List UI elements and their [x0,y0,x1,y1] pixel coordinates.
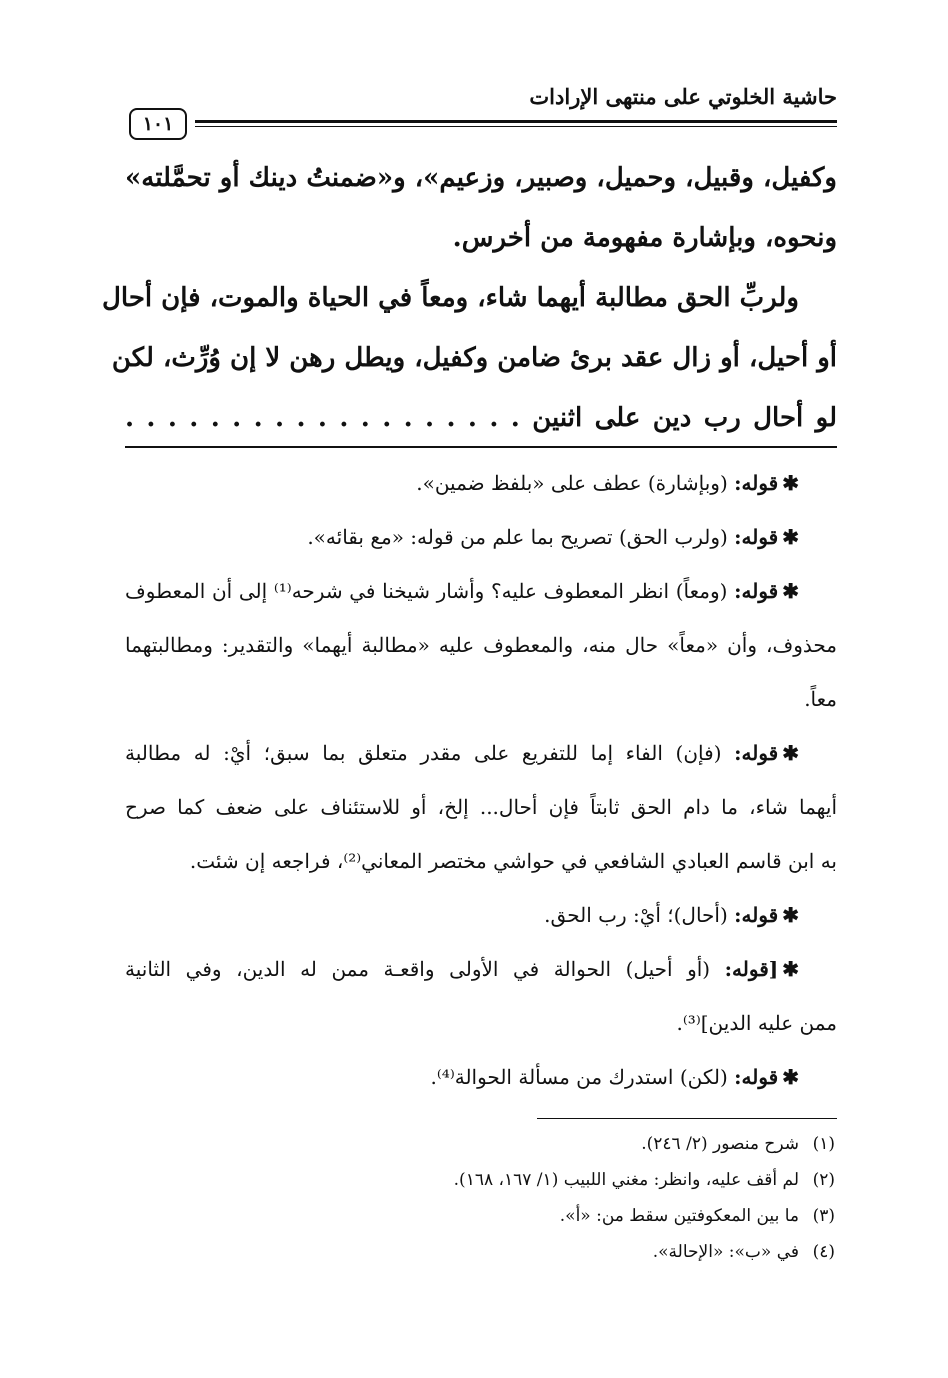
commentary-line: ممن عليه الدين]⁽³⁾. [676,1011,837,1035]
commentary-line [125,456,837,510]
footnote-number: (٣) [812,1206,835,1226]
commentary-text: (ولرب الحق) تصريح بما علم من قوله: «مع بقائه». [307,525,728,549]
commentary-line [125,1050,837,1104]
commentary-text: (وبإشارة) عطف على «بلفظ ضمين». [416,471,728,495]
commentary-line [125,726,837,780]
matn-line: أو أحيل، أو زال عقد برئ ضامن وكفيل، ويطل رهن لا إن وُرِّث، لكن [111,343,837,373]
asterisk-icon: ✱ [782,525,799,549]
asterisk-icon: ✱ [782,1065,799,1089]
matn-line: ولربِّ الحق مطالبة أيهما شاء، ومعاً في الحياة والموت، فإن أحال [102,283,799,313]
commentary-text: (ومعاً) انظر المعطوف عليه؟ وأشار شيخنا في شرحه⁽¹⁾ إلى أن المعطوف [125,579,728,603]
lead-word: [قوله: [724,957,779,981]
matn-line-text: لو أحال رب دين على اثنين [532,403,837,433]
commentary-line: محذوف، وأن «معاً» حال منه، والمعطوف عليه «مطالبة أيهما» والتقدير: ومطالبتهما [125,633,837,657]
commentary-line [125,564,837,618]
header-rule-thin [195,126,837,127]
matn-line: وكفيل، وقبيل، وحميل، وصبير، وزعيم»، و«ضمنتُ دينك أو تحمَّلته» [125,163,837,193]
commentary-text: (فإن) الفاء إما للتفريع على مقدر متعلق بما سبق؛ أيْ: له مطالبة [125,741,722,765]
ellipsis-dots: . . . . . . . . . . . . . . . . . . . [125,403,520,433]
book-page [102,0,837,1378]
footnote-rule [537,1118,837,1119]
footnote [125,1198,837,1234]
lead-word: قوله: [734,903,779,927]
footnote [125,1162,837,1198]
footnote-text: في «ب»: «الإحالة». [652,1242,799,1262]
main-text [102,148,837,448]
lead-word: قوله: [734,1065,779,1089]
footnote-number: (٤) [812,1242,835,1262]
footnote-text: شرح منصور (٢/ ٢٤٦). [641,1134,799,1154]
matn-line: ونحوه، وبإشارة مفهومة من أخرس. [452,223,837,253]
commentary-line [125,888,837,942]
commentary-line: معاً. [804,687,837,711]
asterisk-icon: ✱ [782,741,799,765]
footnote [125,1126,837,1162]
commentary-text: (أحال)؛ أيْ: رب الحق. [544,903,728,927]
section-separator [125,446,837,448]
asterisk-icon: ✱ [782,579,799,603]
commentary-line [125,510,837,564]
asterisk-icon: ✱ [782,903,799,927]
commentary-line [125,942,837,996]
footnote-number: (١) [812,1134,835,1154]
commentary-line: أيهما شاء، ما دام الحق ثابتاً فإن أحال... إلخ، أو للاستئناف على ضعف كما صرح [125,795,837,819]
footnote [125,1234,837,1270]
page-header [125,82,837,135]
footnote-number: (٢) [812,1170,835,1190]
header-rule-thick [195,120,837,123]
lead-word: قوله: [734,525,779,549]
running-title: حاشية الخلوتي على منتهى الإرادات [529,84,837,109]
footnote-text: ما بين المعكوفتين سقط من: «أ». [559,1206,799,1226]
asterisk-icon: ✱ [782,471,799,495]
commentary-text: (لكن) استدرك من مسألة الحوالة⁽⁴⁾. [430,1065,728,1089]
lead-word: قوله: [734,579,779,603]
lead-word: قوله: [734,741,779,765]
commentary [125,456,837,1104]
commentary-line: به ابن قاسم العبادي الشافعي في حواشي مختصر المعاني⁽²⁾، فراجعه إن شئت. [189,849,837,873]
matn-line-with-dots [125,388,837,448]
page-number-box: ١٠١ [129,108,187,140]
lead-word: قوله: [734,471,779,495]
asterisk-icon: ✱ [782,957,799,981]
footnote-text: لم أقف عليه، وانظر: مغني اللبيب (١/ ١٦٧، ١٦٨). [453,1170,799,1190]
commentary-text: (أو أحيل) الحوالة في الأولى واقعـة ممن له الدين، وفي الثانية [125,957,711,981]
footnotes [125,1126,837,1270]
